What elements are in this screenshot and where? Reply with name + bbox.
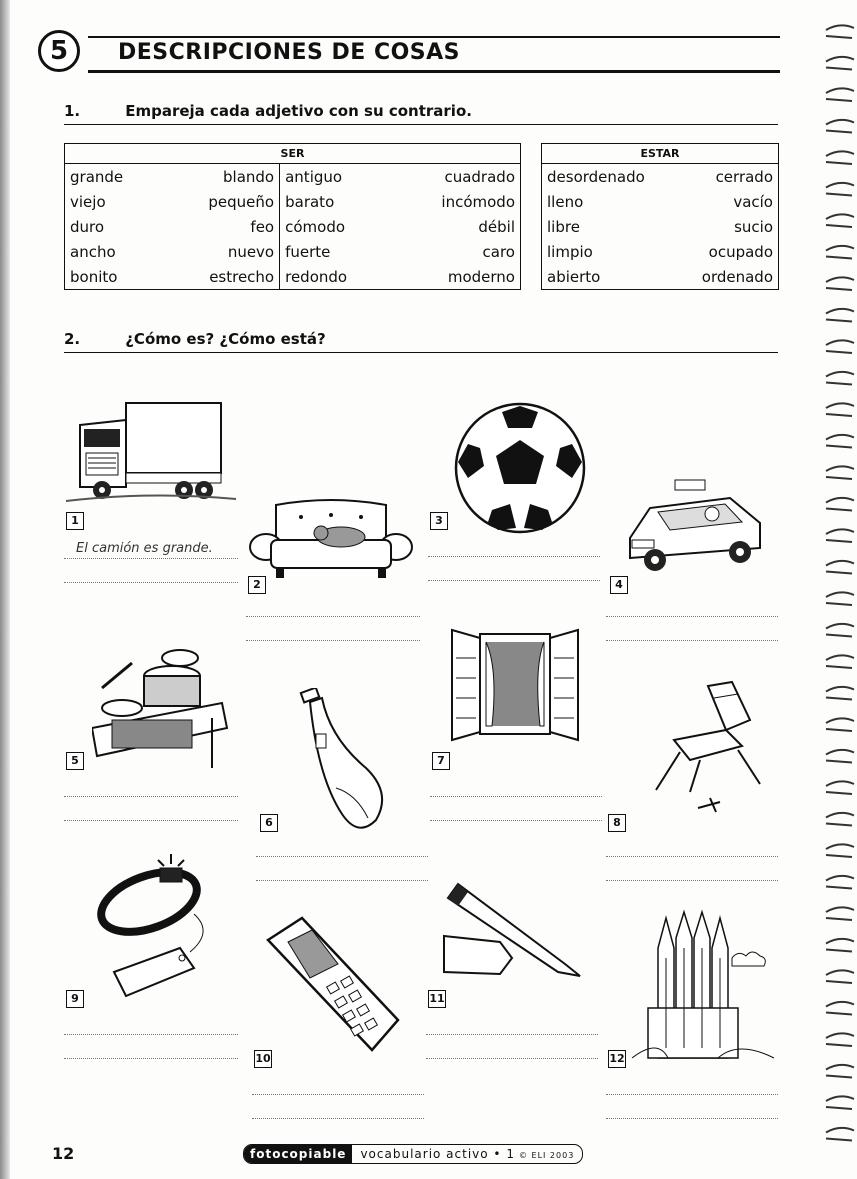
football-icon: [452, 400, 588, 536]
spiral-coil: [826, 403, 854, 416]
open-window-icon: [448, 628, 583, 743]
estar-table-body: [542, 164, 779, 290]
answer-line-5a[interactable]: [64, 796, 238, 797]
estar-header: ESTAR: [542, 144, 779, 164]
spiral-coil: [826, 246, 854, 259]
sofa-cat-icon: [246, 495, 416, 585]
ser-table-body: [65, 164, 521, 290]
ser-word: estrecho: [162, 264, 279, 290]
item-number-2: 2: [248, 576, 266, 594]
spiral-coil: [826, 718, 854, 731]
estar-row: [542, 239, 779, 264]
spiral-coil: [826, 907, 854, 920]
ser-word: débil: [478, 217, 515, 236]
estar-word: sucio: [734, 217, 773, 236]
spiral-coil: [826, 939, 854, 952]
answer-line-11a[interactable]: [426, 1034, 598, 1035]
answer-line-10b[interactable]: [252, 1118, 424, 1119]
answer-line-12a[interactable]: [606, 1094, 778, 1095]
answer-line-1a[interactable]: [64, 558, 238, 559]
empty-bottle-icon: [296, 688, 396, 833]
spiral-coil: [826, 970, 854, 983]
footer-photocopiable: fotocopiable: [244, 1145, 352, 1163]
answer-line-7a[interactable]: [430, 796, 602, 797]
ser-word: viejo: [70, 192, 106, 211]
answer-line-8b[interactable]: [606, 880, 778, 881]
item-number-3: 3: [430, 512, 448, 530]
ser-row: [65, 239, 521, 264]
answer-line-2b[interactable]: [246, 640, 420, 641]
ser-word: redondo: [285, 267, 348, 286]
item-number-9: 9: [66, 990, 84, 1008]
estar-word: vacío: [733, 192, 773, 211]
spiral-coil: [826, 750, 854, 763]
mobile-phone-icon: [262, 912, 402, 1057]
answer-line-3b[interactable]: [428, 580, 600, 581]
exercise-2-heading: [64, 330, 778, 353]
page-number: 12: [52, 1144, 75, 1163]
spiral-coil: [826, 1033, 854, 1046]
ser-word: blando: [162, 164, 279, 190]
spiral-coil: [826, 340, 854, 353]
spiral-coil: [826, 624, 854, 637]
spiral-coil: [826, 1128, 854, 1141]
ser-word: cómodo: [285, 217, 346, 236]
ser-word: barato: [285, 192, 335, 211]
ser-row: [65, 264, 521, 290]
item-number-8: 8: [608, 814, 626, 832]
ser-word: fuerte: [285, 242, 331, 261]
taxi-icon: [620, 478, 770, 578]
spiral-coil: [826, 25, 854, 38]
answer-line-10a[interactable]: [252, 1094, 424, 1095]
broken-chair-icon: [650, 680, 770, 820]
spiral-coil: [826, 435, 854, 448]
estar-word: lleno: [547, 192, 584, 211]
ser-word: grande: [70, 167, 124, 186]
estar-word: ocupado: [708, 242, 773, 261]
spiral-coil: [826, 214, 854, 227]
spiral-coil: [826, 498, 854, 511]
answer-line-1b[interactable]: [64, 582, 238, 583]
ser-table: [64, 143, 521, 290]
spiral-coil: [826, 844, 854, 857]
answer-line-3a[interactable]: [428, 556, 600, 557]
pencil-icon: [440, 880, 585, 985]
unit-number: 5: [38, 30, 80, 72]
example-answer: El camión es grande.: [76, 541, 213, 556]
dirty-dishes-icon: [92, 628, 232, 773]
footer-copyright: © ELI 2003: [518, 1151, 575, 1160]
ser-word: bonito: [70, 267, 118, 286]
header-rule-top: [88, 36, 780, 38]
ser-word: ancho: [70, 242, 116, 261]
footer-label: [243, 1144, 583, 1164]
spiral-coil: [826, 183, 854, 196]
spiral-coil: [826, 1096, 854, 1109]
spiral-coil: [826, 466, 854, 479]
estar-word: limpio: [547, 242, 593, 261]
spiral-coil: [826, 309, 854, 322]
ser-word: duro: [70, 217, 105, 236]
estar-word: ordenado: [701, 267, 773, 286]
answer-line-9b[interactable]: [64, 1058, 238, 1059]
unit-header: [38, 30, 780, 74]
estar-word: cerrado: [715, 167, 773, 186]
estar-row: [542, 264, 779, 290]
ser-word: pequeño: [162, 189, 279, 214]
spiral-coil: [826, 813, 854, 826]
ser-word: feo: [162, 214, 279, 239]
ser-header: SER: [65, 144, 521, 164]
exercise-1-heading: [64, 102, 778, 125]
ser-word: moderno: [447, 267, 515, 286]
ring-icon: [94, 852, 224, 1002]
footer-book-title: [352, 1147, 582, 1161]
answer-line-6b[interactable]: [256, 880, 428, 881]
spiral-coil: [826, 88, 854, 101]
ser-word: incómodo: [441, 192, 515, 211]
footer-series: vocabulario activo • 1: [360, 1147, 515, 1161]
ser-row: [65, 189, 521, 214]
ser-word: nuevo: [162, 239, 279, 264]
answer-line-6a[interactable]: [256, 856, 428, 857]
spiral-coil: [826, 781, 854, 794]
ser-word: antiguo: [285, 167, 343, 186]
spiral-coil: [826, 1002, 854, 1015]
truck-icon: [66, 395, 236, 510]
spiral-coil: [826, 655, 854, 668]
spiral-binding: [822, 20, 857, 1170]
exercise-1-number: 1.: [64, 102, 81, 120]
answer-line-8a[interactable]: [606, 856, 778, 857]
header-rule-bottom: [88, 70, 780, 73]
item-number-1: 1: [66, 512, 84, 530]
answer-line-7b[interactable]: [430, 820, 602, 821]
item-number-6: 6: [260, 814, 278, 832]
ser-row: [65, 214, 521, 239]
spiral-coil: [826, 561, 854, 574]
binding-shadow: [0, 0, 10, 1179]
exercise-2-number: 2.: [64, 330, 81, 348]
estar-word: abierto: [547, 267, 601, 286]
spiral-coil: [826, 592, 854, 605]
spiral-coil: [826, 120, 854, 133]
spiral-coil: [826, 529, 854, 542]
exercise-2-instruction: ¿Cómo es? ¿Cómo está?: [125, 330, 326, 348]
estar-row: [542, 189, 779, 214]
spiral-coil: [826, 277, 854, 290]
answer-line-4a[interactable]: [606, 616, 778, 617]
spiral-coil: [826, 151, 854, 164]
answer-line-12b[interactable]: [606, 1118, 778, 1119]
answer-line-5b[interactable]: [64, 820, 238, 821]
ser-row: [65, 164, 521, 190]
estar-word: desordenado: [547, 167, 645, 186]
item-number-4: 4: [610, 576, 628, 594]
item-number-10: 10: [254, 1050, 272, 1068]
page-title: DESCRIPCIONES DE COSAS: [118, 40, 461, 65]
item-number-5: 5: [66, 752, 84, 770]
spiral-coil: [826, 687, 854, 700]
spiral-coil: [826, 57, 854, 70]
item-number-7: 7: [432, 752, 450, 770]
item-number-11: 11: [428, 990, 446, 1008]
answer-line-9a[interactable]: [64, 1034, 238, 1035]
cathedral-icon: [628, 908, 778, 1063]
estar-row: [542, 164, 779, 190]
answer-line-4b[interactable]: [606, 640, 778, 641]
ser-word: cuadrado: [444, 167, 515, 186]
answer-line-11b[interactable]: [426, 1058, 598, 1059]
exercise-1-instruction: Empareja cada adjetivo con su contrario.: [125, 102, 472, 120]
estar-table: [541, 143, 779, 290]
answer-line-2a[interactable]: [246, 616, 420, 617]
item-number-12: 12: [608, 1050, 626, 1068]
estar-row: [542, 214, 779, 239]
estar-word: libre: [547, 217, 580, 236]
spiral-coil: [826, 1065, 854, 1078]
spiral-coil: [826, 372, 854, 385]
spiral-coil: [826, 876, 854, 889]
ser-word: caro: [482, 242, 515, 261]
